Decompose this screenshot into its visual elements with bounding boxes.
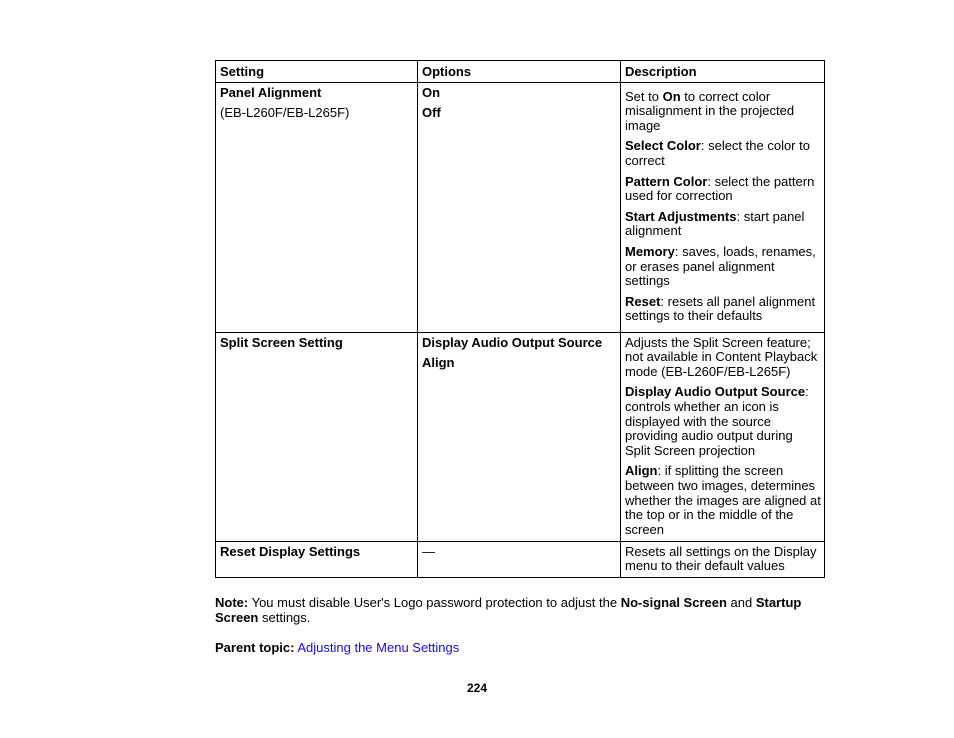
parent-topic-link[interactable]: Adjusting the Menu Settings	[297, 640, 460, 655]
header-options: Options	[418, 61, 621, 83]
setting-cell	[216, 82, 418, 332]
option-value: Off	[422, 105, 441, 121]
setting-name: Panel Alignment	[220, 84, 322, 100]
setting-cell	[216, 332, 418, 541]
description-paragraph: Align: if splitting the screen between two images, determines whether the images are aligned at the top or in the middle of the screen	[625, 463, 821, 537]
option-value: Display Audio Output Source	[422, 334, 603, 350]
setting-cell	[216, 541, 418, 577]
table-header-row	[216, 61, 825, 83]
description-paragraph: Set to On to correct color misalignment in the projected image	[625, 88, 795, 133]
table-row	[216, 541, 825, 577]
description-paragraph: Display Audio Output Source: controls whether an icon is displayed with the source providing audio output during Split Screen projection	[625, 384, 809, 458]
options-cell	[418, 332, 621, 541]
description-paragraph: Memory: saves, loads, renames, or erases panel alignment settings	[625, 243, 816, 289]
options-cell	[418, 541, 621, 577]
note-paragraph: Note: You must disable User's Logo password protection to adjust the No-signal Screen and Startup Screen settings.	[215, 595, 802, 625]
page-number: 224	[466, 681, 488, 695]
parent-topic-label: Parent topic:	[215, 640, 295, 655]
note-label: Note:	[215, 595, 249, 610]
description-paragraph: Select Color: select the color to correct	[625, 138, 810, 168]
setting-model-note: (EB-L260F/EB-L265F)	[220, 105, 350, 121]
option-value: —	[422, 543, 435, 559]
description-paragraph: Pattern Color: select the pattern used for correction	[625, 173, 815, 204]
description-paragraph: Resets all settings on the Display menu to their default values	[625, 543, 817, 574]
description-paragraph: Start Adjustments: start panel alignment	[625, 208, 805, 239]
header-setting: Setting	[216, 61, 418, 83]
option-value: On	[422, 84, 441, 100]
header-description: Description	[621, 61, 825, 83]
description-paragraph: Adjusts the Split Screen feature; not available in Content Playback mode (EB-L260F/EB-L265F)	[625, 334, 818, 379]
description-paragraph: Reset: resets all panel alignment settings to their defaults	[625, 293, 816, 324]
settings-table	[215, 60, 825, 578]
parent-topic	[215, 641, 459, 656]
setting-name: Split Screen Setting	[220, 334, 343, 350]
description-cell	[621, 332, 825, 541]
table-row	[216, 82, 825, 332]
options-cell	[418, 82, 621, 332]
description-cell	[621, 82, 825, 332]
table-row	[216, 332, 825, 541]
setting-name: Reset Display Settings	[220, 543, 361, 559]
description-cell	[621, 541, 825, 577]
option-value: Align	[422, 355, 455, 371]
